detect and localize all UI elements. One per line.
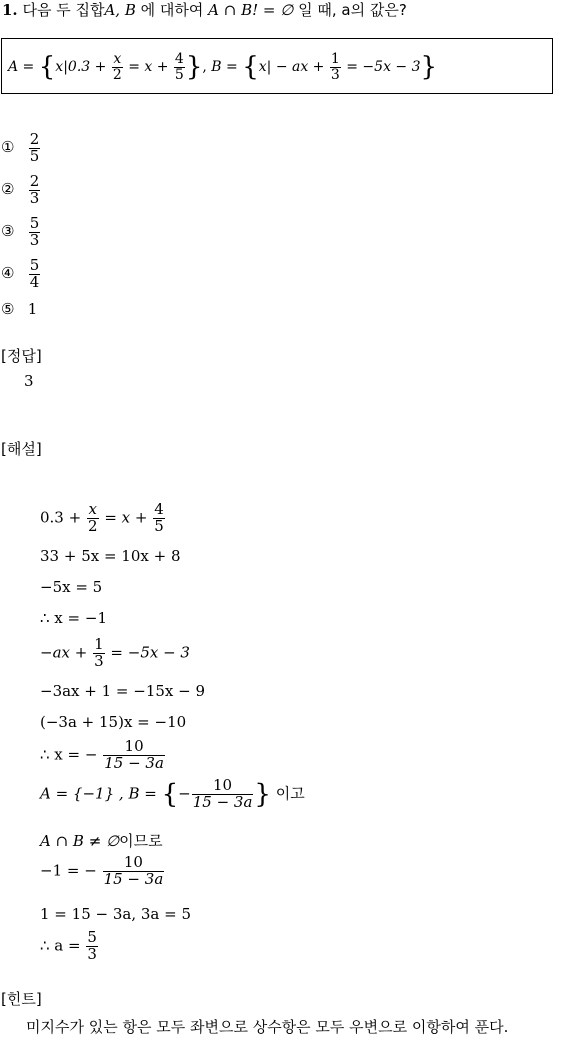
fraction: $\frac{4}{5}$ — [174, 51, 184, 83]
answer-value: 3 — [24, 372, 34, 390]
set-b-label: B = — [211, 59, 238, 76]
question-prefix: 다음 두 집합 — [22, 1, 105, 19]
solution-line-3: −5x = 5 — [40, 578, 103, 596]
choice-marker: ② — [1, 180, 15, 199]
choice-1[interactable] — [1, 132, 41, 165]
choice-2[interactable] — [1, 174, 41, 207]
separator: , — [202, 59, 207, 76]
set-a-mid: = x + — [128, 59, 169, 76]
left-brace-icon: { — [242, 52, 259, 83]
solution-line-5: −ax + $\frac{1}{3}$ = −5x − 3 — [40, 635, 190, 670]
choice-marker: ⑤ — [1, 300, 15, 318]
set-b-right: = −5x − 3 — [346, 59, 421, 76]
set-a-left: x|0.3 + — [55, 59, 107, 76]
solution-line-10: A ∩ B ≠ ∅이므로 — [40, 832, 163, 850]
answer-heading: [정답] — [1, 347, 42, 365]
solution-line-6: −3ax + 1 = −15x − 9 — [40, 682, 206, 700]
choice-4[interactable] — [1, 258, 41, 291]
question-suffix: 일 때, a의 값은? — [298, 1, 407, 19]
fraction: $\frac{1}{3}$ — [330, 51, 340, 83]
choice-value: $\frac{2}{5}$ — [29, 130, 40, 165]
choice-marker: ① — [1, 138, 15, 157]
hint-heading: [힌트] — [1, 990, 42, 1008]
solution-line-7: (−3a + 15)x = −10 — [40, 713, 187, 731]
choice-marker: ③ — [1, 222, 15, 241]
solution-heading: [해설] — [1, 440, 42, 458]
solution-line-9: A = {−1} , B = {− $\frac{10}{15 - 3a}$ } 이고 — [40, 776, 305, 811]
right-brace-icon: } — [420, 52, 438, 83]
left-brace-icon: { — [38, 52, 56, 83]
solution-line-4: ∴ x = −1 — [40, 609, 107, 627]
right-brace-icon: } — [185, 52, 203, 83]
hint-text: 미지수가 있는 항은 모두 좌변으로 상수항은 모두 우변으로 이항하여 푼다. — [26, 1018, 509, 1036]
fraction: $\frac{x}{2}$ — [112, 51, 122, 83]
given-sets-box — [1, 38, 553, 94]
solution-line-12: 1 = 15 − 3a, 3a = 5 — [40, 905, 191, 923]
solution-line-2: 33 + 5x = 10x + 8 — [40, 547, 181, 565]
question-number: 1. — [2, 1, 18, 19]
set-b-left: x| − ax + — [258, 59, 325, 76]
choice-value: 1 — [27, 300, 38, 318]
choice-value: $\frac{5}{4}$ — [29, 256, 40, 291]
solution-line-13: ∴ a = $\frac{5}{3}$ — [40, 928, 97, 963]
choice-value: $\frac{2}{3}$ — [29, 172, 40, 207]
question-middle: 에 대하여 — [140, 1, 204, 19]
solution-line-8: ∴ x = − $\frac{10}{15 - 3a}$ — [40, 737, 164, 772]
choice-5[interactable] — [1, 300, 37, 318]
choice-marker: ④ — [1, 264, 15, 283]
question-stem — [2, 0, 407, 20]
solution-line-1: 0.3 + $\frac{x}{2}$ = x + $\frac{4}{5}$ — [40, 500, 164, 535]
choice-3[interactable] — [1, 216, 41, 249]
choice-value: $\frac{5}{3}$ — [29, 214, 40, 249]
question-condition: A ∩ B! = ∅ — [208, 1, 294, 19]
question-sets: A, B — [104, 1, 136, 19]
solution-line-11: −1 = − $\frac{10}{15 - 3a}$ — [40, 853, 164, 888]
set-a-label: A = — [8, 59, 35, 76]
given-sets-expression — [8, 52, 437, 82]
